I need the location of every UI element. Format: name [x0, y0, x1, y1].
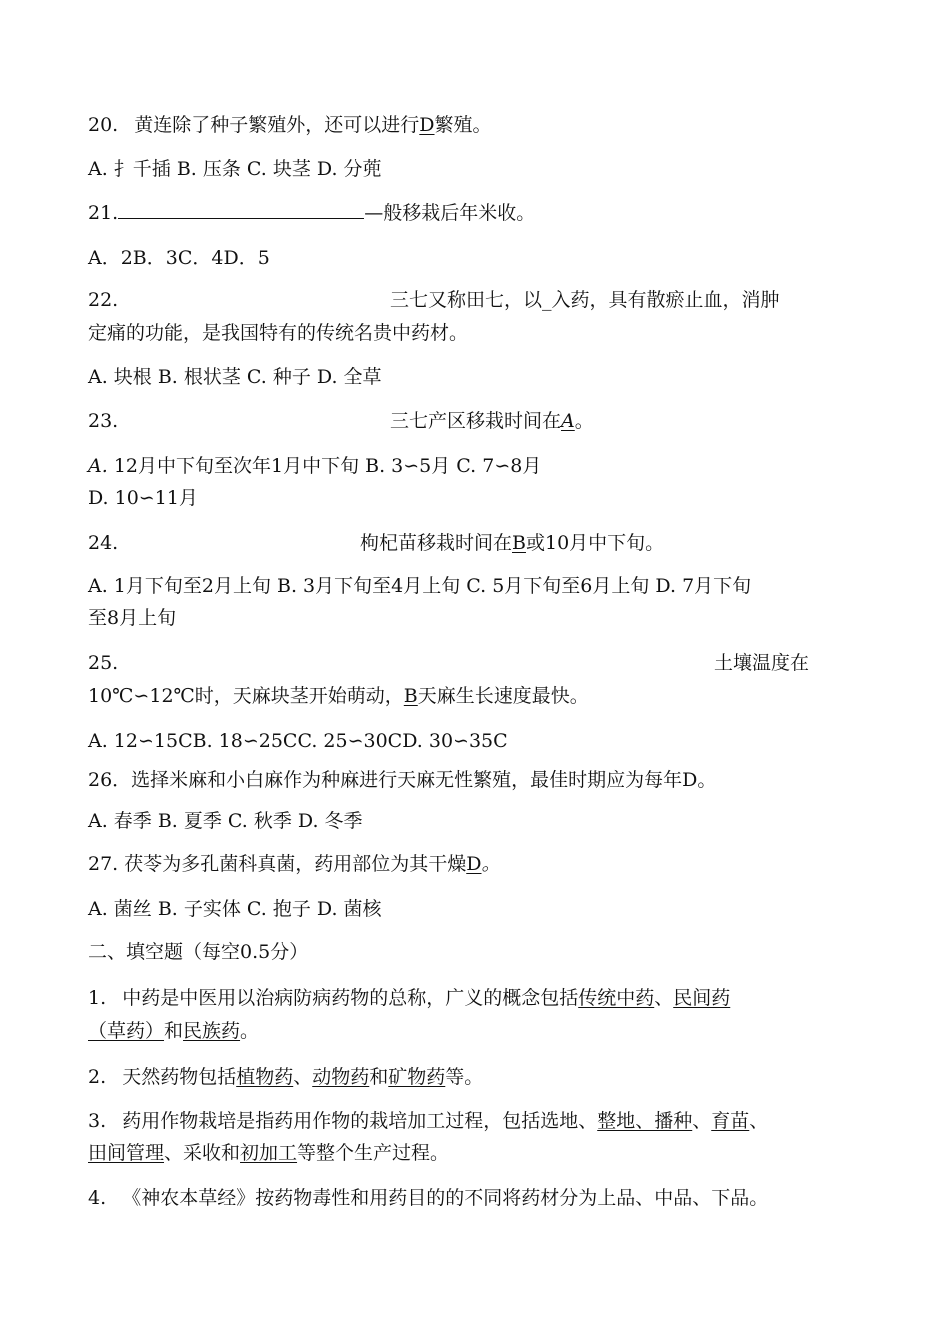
answer-text: 初加工	[240, 1142, 298, 1164]
question-20-options: A. 扌千插 B. 压条 C. 块茎 D. 分蔸	[88, 158, 382, 180]
question-23-number: 23.	[88, 410, 119, 432]
fill-3-line1	[88, 1108, 768, 1134]
question-25-stem-line2	[88, 683, 589, 709]
answer-text: D	[419, 114, 435, 136]
question-21-options: A．2B．3C．4D．5	[88, 247, 270, 269]
question-24-stem	[360, 530, 664, 556]
item-number: 1.	[88, 987, 107, 1009]
question-24-number: 24.	[88, 532, 119, 554]
fill-1-line1	[88, 985, 730, 1011]
item-text: 天然药物包括	[122, 1066, 237, 1088]
question-tail: 或10月中下旬。	[525, 532, 665, 554]
answer-text: 田间管理	[88, 1142, 165, 1164]
option-a-label: A.	[88, 455, 108, 477]
question-25-options: A. 12∽15CB. 18∽25CC. 25∽30CD. 30∽35C	[88, 730, 508, 752]
answer-text: 育苗	[711, 1110, 750, 1132]
question-number: 20.	[88, 114, 119, 136]
question-number: 21.	[88, 202, 119, 224]
question-stem: 27. 茯苓为多孔菌科真菌，药用部位为其干燥	[88, 853, 467, 875]
answer-text: B	[403, 685, 418, 707]
separator: 、	[293, 1066, 313, 1088]
item-text: 和	[164, 1020, 184, 1042]
question-26: 26．选择米麻和小白麻作为种麻进行天麻无性繁殖，最佳时期应为每年D。	[88, 769, 717, 791]
answer-text: B	[512, 532, 526, 554]
question-21	[88, 200, 535, 226]
answer-text: 矿物药	[388, 1066, 446, 1088]
question-27-options: A. 菌丝 B. 子实体 C. 抱子 D. 菌核	[88, 898, 382, 920]
question-22-stem-line1: 三七又称田七，以_入药，具有散瘀止血，消肿	[390, 289, 780, 311]
question-stem: 10℃∽12℃时，天麻块茎开始萌动，	[88, 685, 404, 707]
question-26-options: A. 春季 B. 夏季 C. 秋季 D. 冬季	[88, 810, 363, 832]
question-tail: 繁殖。	[434, 114, 492, 136]
answer-text: 民间药	[673, 987, 731, 1009]
item-number: 4.	[88, 1187, 107, 1209]
answer-blank	[118, 200, 364, 219]
item-tail: 等。	[445, 1066, 484, 1088]
answer-text: （草药）	[88, 1020, 165, 1042]
question-tail: 。	[574, 410, 594, 432]
separator: 、	[692, 1110, 712, 1132]
question-22-number: 22.	[88, 289, 119, 311]
item-number: 2.	[88, 1066, 107, 1088]
answer-text: D	[466, 853, 482, 875]
item-text: 《神农本草经》按药物毒性和用药目的的不同将药材分为上品、中品、下品。	[122, 1187, 769, 1209]
item-text: 中药是中医用以治病防病药物的总称，广义的概念包括	[122, 987, 579, 1009]
question-25-number: 25.	[88, 652, 119, 674]
question-22-stem-line2: 定痛的功能，是我国特有的传统名贵中药材。	[88, 322, 469, 344]
fill-4	[88, 1185, 768, 1211]
question-24-options-line2: 至8月上旬	[88, 607, 177, 629]
fill-3-line2	[88, 1140, 449, 1166]
question-20	[88, 112, 492, 138]
question-stem: —般移栽后年米收。	[364, 202, 536, 224]
question-23-stem	[390, 408, 594, 434]
question-stem: 黄连除了种子繁殖外，还可以进行	[134, 114, 420, 136]
item-text: 药用作物栽培是指药用作物的栽培加工过程，包括选地、	[122, 1110, 598, 1132]
answer-text: 整地、播种	[597, 1110, 693, 1132]
options-text: 12月中下旬至次年1月中下旬 B. 3∽5月 C. 7∽8月	[113, 455, 542, 477]
question-tail: 。	[481, 853, 501, 875]
answer-text: 传统中药	[578, 987, 655, 1009]
question-22-options: A. 块根 B. 根状茎 C. 种子 D. 全草	[88, 366, 382, 388]
answer-text: 动物药	[312, 1066, 370, 1088]
item-tail: 等整个生产过程。	[297, 1142, 450, 1164]
item-text: 和	[369, 1066, 389, 1088]
separator: 、	[654, 987, 674, 1009]
item-tail: 。	[240, 1020, 260, 1042]
question-27	[88, 851, 501, 877]
question-tail: 天麻生长速度最快。	[417, 685, 589, 707]
answer-text: 植物药	[236, 1066, 294, 1088]
section-heading: 二、填空题（每空0.5分）	[88, 941, 309, 963]
answer-text: 民族药	[183, 1020, 241, 1042]
question-25-stem-line1: 土壤温度在	[714, 652, 810, 674]
question-23-options-line1	[88, 453, 541, 479]
question-23-options-line2: D. 10∽11月	[88, 487, 198, 509]
answer-text: A	[561, 410, 575, 432]
question-stem: 三七产区移栽时间在	[390, 410, 562, 432]
fill-1-line2	[88, 1018, 259, 1044]
fill-2	[88, 1064, 483, 1090]
separator: 、	[749, 1110, 769, 1132]
question-24-options-line1: A. 1月下旬至2月上旬 B. 3月下旬至4月上旬 C. 5月下旬至6月上旬 D. 7月下旬	[88, 575, 752, 597]
item-text: 、采收和	[164, 1142, 241, 1164]
item-number: 3.	[88, 1110, 107, 1132]
question-stem: 枸杞苗移栽时间在	[360, 532, 513, 554]
